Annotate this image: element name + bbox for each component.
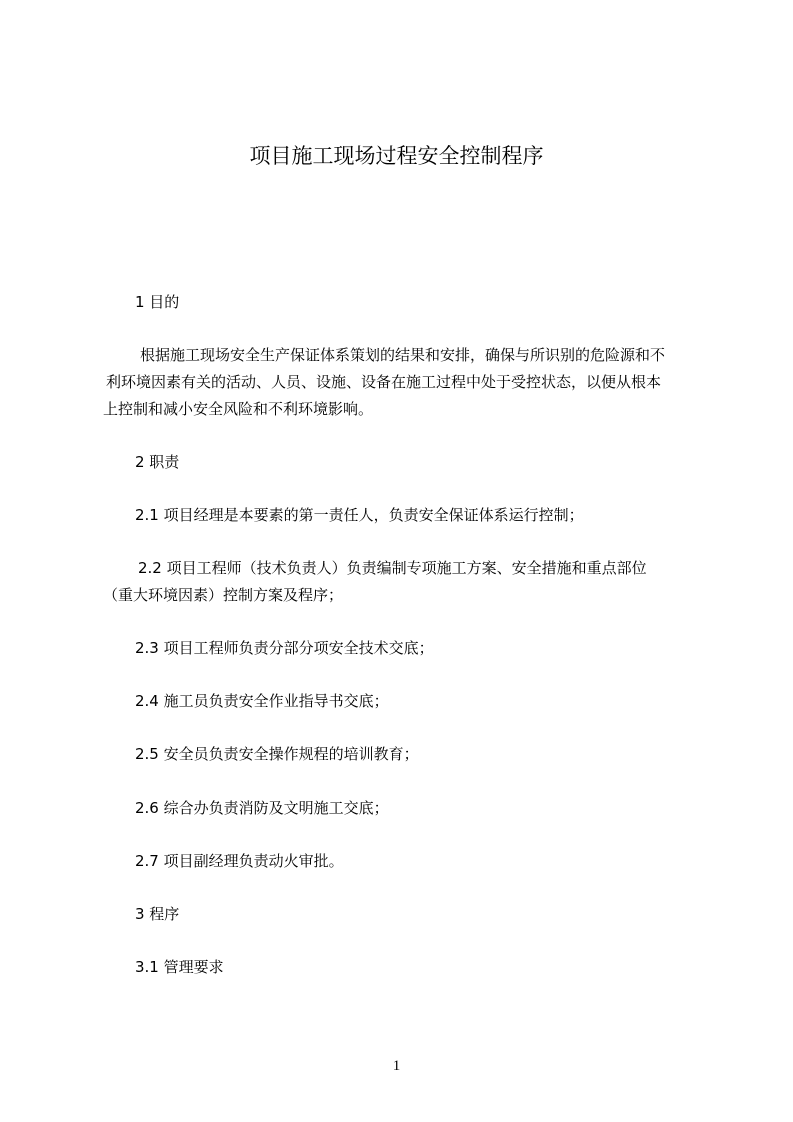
duty-item-2-5: 2.5 安全员负责安全操作规程的培训教育； [135,745,419,763]
document-title: 项目施工现场过程安全控制程序 [249,144,544,168]
duty-item-2-2-line-2: （重大环境因素）控制方案及程序； [103,586,344,604]
procedure-item-3-1: 3.1 管理要求 [135,958,224,976]
duty-item-2-4: 2.4 施工员负责安全作业指导书交底； [135,692,389,710]
duty-item-2-1: 2.1 项目经理是本要素的第一责任人，负责安全保证体系运行控制； [135,506,584,524]
section-heading-purpose: 1 目的 [135,293,180,311]
duty-item-2-3: 2.3 项目工程师负责分部分项安全技术交底； [135,639,434,657]
purpose-paragraph-line-1: 根据施工现场安全生产保证体系策划的结果和安排，确保与所识别的危险源和不 [140,346,666,364]
duty-item-2-7: 2.7 项目副经理负责动火审批。 [135,852,344,870]
duty-item-2-6: 2.6 综合办负责消防及文明施工交底； [135,799,389,817]
page-number: 1 [392,1058,401,1074]
purpose-paragraph-line-3: 上控制和减小安全风险和不利环境影响。 [103,400,374,418]
section-heading-duties: 2 职责 [135,453,180,471]
duty-item-2-2-line-1: 2.2 项目工程师（技术负责人）负责编制专项施工方案、安全措施和重点部位 [138,559,647,577]
section-heading-procedure: 3 程序 [135,905,180,923]
purpose-paragraph-line-2: 利环境因素有关的活动、人员、设施、设备在施工过程中处于受控状态，以便从根本 [106,373,662,391]
